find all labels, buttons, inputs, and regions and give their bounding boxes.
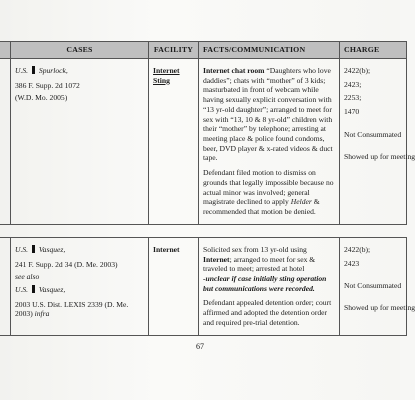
case-court: U.S. [15,66,29,75]
case-cell [11,59,149,225]
facts-bold: Internet [203,254,230,264]
table-header-row [0,42,407,59]
facts-text: “Daughters who love daddies”; chats with “mother” of 3 kids; masturbated in front of webcam while having sexually explicit conversation with “13 yr-old daughter”; arranged to meet for sex with “13, 10 & 8 yr-old” children with their “mother” by telephone; arresting at meeting place & police found condoms, beer, DVD player & x-rated videos & duct tape. [203,66,333,163]
facts-case-ref: Helder [290,197,312,207]
facility-line: Internet [153,66,180,75]
case-citation: 241 F. Supp. 2d 34 (D. Me. 2003) [15,259,118,269]
case-name: Spurlock, [38,66,68,75]
case-cell [11,237,149,335]
charge-item: 2422(b); [344,66,371,75]
facts-text: Defendant appealed detention order; court affirmed and adopted the detention order and required pre-trial detention. [203,298,332,327]
row-margin-cell [0,237,11,335]
facts-emphasis: -unclear if case initially sting operation but communications were recorded. [203,273,327,293]
facts-text: & recommended that motion be denied. [203,197,320,217]
case-name: Vasquez, [38,244,66,254]
facts-cell [199,59,340,225]
facts-lead: Internet chat room [203,66,265,75]
charge-note: Showed up for meeting [344,151,415,161]
row-spacer [0,224,407,237]
charge-note: Showed up for meeting [344,302,415,312]
case-court-year: (W.D. Mo. 2005) [15,93,68,103]
redaction-mark [32,66,35,74]
charge-item: 1470 [344,107,360,117]
table-row [0,59,407,225]
case-citation: 2003 U.S. Dist. LEXIS 2339 (D. Me. 2003) [15,299,129,319]
facility-cell [149,59,199,225]
charge-item: 2422(b); [344,244,371,254]
charge-item: 2253; [344,93,362,103]
table-row [0,237,407,335]
facts-text: ; arranged to meet for sex & traveled to meet; arrested at hotel [203,254,316,274]
row-margin-cell [0,59,11,225]
header-facility: FACILITY [149,42,199,59]
charge-item: 2423 [344,258,360,268]
facts-text: Defendant filed motion to dismiss on grounds that legally impossible because no actual minor was involved; general magistrate declined to apply [203,168,334,207]
facility-line: Sting [153,75,170,85]
page-number: 67 [196,342,204,351]
redaction-mark [32,285,35,293]
header-cases: CASES [11,42,149,59]
header-blank [0,42,11,59]
header-facts: FACTS/COMMUNICATION [199,42,340,59]
case-name: Vasquez, [38,284,66,294]
facility-cell [149,237,199,335]
charge-status: Not Consummated [344,129,402,139]
case-court: U.S. [15,244,29,254]
redaction-mark [32,245,35,253]
charge-cell [340,237,415,335]
header-charge: CHARGE [340,42,407,59]
case-citation: 386 F. Supp. 2d 1072 [15,80,80,90]
facts-cell [199,237,340,335]
case-see-also: see also [15,272,40,282]
charge-cell [340,59,415,225]
charge-item: 2423; [344,79,362,89]
facility-line: Internet [153,244,180,254]
facts-text: Solicited sex from 13 yr-old using [203,244,307,254]
charge-status: Not Consummated [344,281,402,291]
cases-table [0,41,415,336]
case-infra: infra [34,309,50,319]
case-court: U.S. [15,284,29,294]
